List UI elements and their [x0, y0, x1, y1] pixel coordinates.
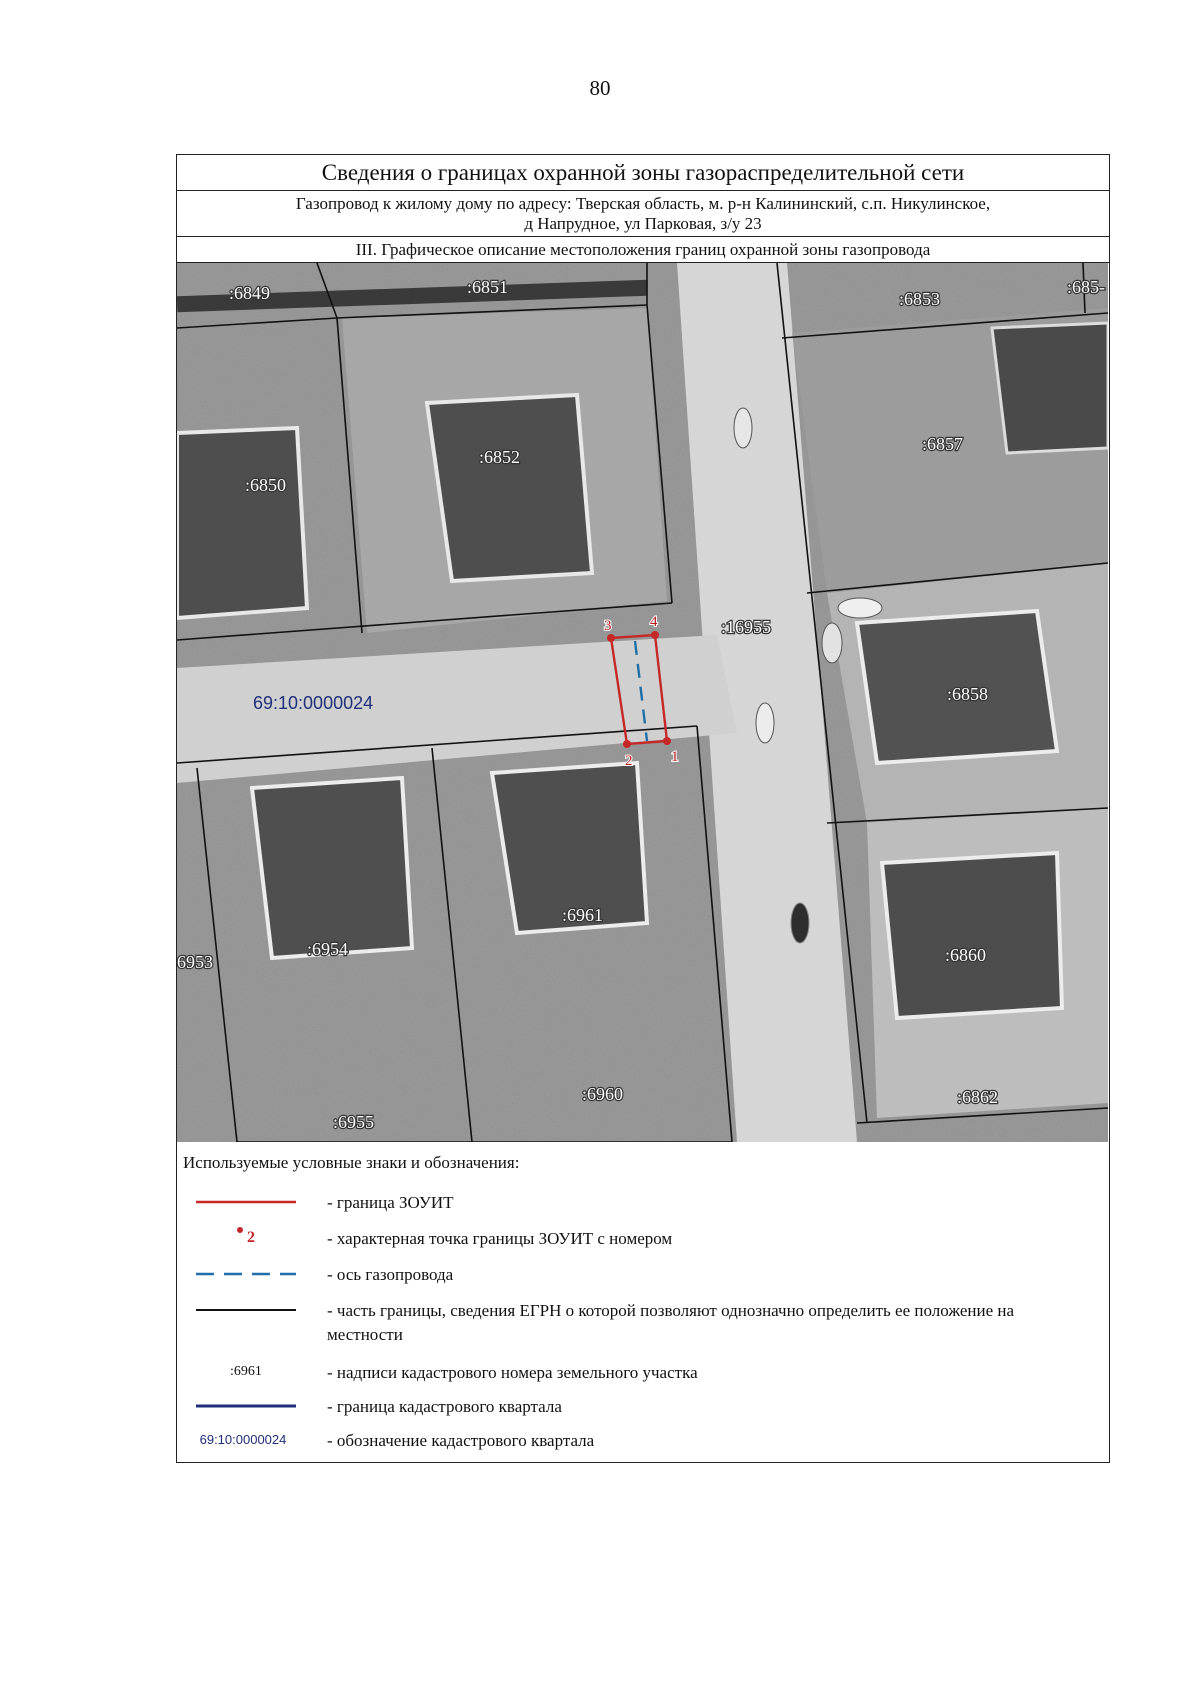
point-label-2: 2	[625, 753, 633, 769]
plot-label: :6853	[899, 289, 941, 309]
section-title: III. Графическое описание местоположения границ охранной зоны газопровода	[177, 237, 1109, 263]
plot-label: :6849	[229, 283, 271, 303]
point-label-3: 3	[604, 618, 612, 634]
boundary-point-1	[663, 737, 671, 745]
plot-label: :6961	[562, 905, 604, 925]
plot-label: :6851	[467, 277, 509, 297]
black-line-symbol	[191, 1299, 301, 1321]
plot-label: :6862	[957, 1087, 999, 1107]
plot-label: :685-	[1067, 277, 1105, 297]
legend-text: - надписи кадастрового номера земельного участка	[327, 1363, 698, 1382]
object-line-1: Газопровод к жилому дому по адресу: Тверская область, м. р-н Калининский, с.п. Никулинское,	[295, 194, 991, 213]
plot-label: :6852	[479, 447, 521, 467]
car	[822, 623, 842, 663]
quarter-label-sample: 69:10:0000024	[199, 1432, 287, 1447]
plot-label: :16955	[721, 617, 772, 637]
car	[838, 598, 882, 618]
plot-label: :6954	[307, 939, 349, 959]
legend-text: - граница кадастрового квартала	[327, 1397, 562, 1416]
plot-label-sample: :6961	[230, 1364, 262, 1379]
navy-line-symbol	[191, 1395, 301, 1417]
legend-text: - часть границы, сведения ЕГРН о которой позволяют однозначно определить ее положение на местности	[327, 1301, 1015, 1344]
car	[756, 703, 774, 743]
point-number-sample: 2	[247, 1229, 255, 1246]
house-6857	[992, 323, 1108, 453]
object-description	[177, 191, 1109, 237]
red-point-symbol	[191, 1227, 301, 1249]
satellite-map	[177, 263, 1108, 1142]
legend-text: - граница ЗОУИТ	[327, 1193, 454, 1212]
point-label-1: 1	[671, 749, 679, 765]
plot-label: :6860	[945, 945, 987, 965]
legend-text: - характерная точка границы ЗОУИТ с номером	[327, 1229, 673, 1248]
page-number: 80	[589, 76, 611, 100]
house-6850	[177, 428, 307, 618]
cadastral-sheet	[176, 154, 1110, 1463]
plot-label: :6955	[333, 1112, 375, 1132]
plot-label: :6960	[582, 1084, 624, 1104]
car	[791, 903, 809, 943]
boundary-point-2	[623, 740, 631, 748]
boundary-point-3	[607, 634, 615, 642]
quarter-label: 69:10:0000024	[253, 693, 374, 713]
house-6852	[427, 395, 592, 581]
plot-label: 6953	[177, 952, 213, 972]
sheet-title: Сведения о границах охранной зоны газораспределительной сети	[177, 155, 1109, 191]
map-area	[177, 263, 1108, 1142]
house-6954	[252, 778, 412, 958]
legend-text: - ось газопровода	[327, 1265, 454, 1284]
plot-label: :6850	[245, 475, 287, 495]
house-6860	[882, 853, 1062, 1018]
boundary-point-4	[651, 631, 659, 639]
plot-label: :6857	[922, 434, 964, 454]
legend-text: - обозначение кадастрового квартала	[327, 1431, 595, 1450]
point-label-4: 4	[650, 614, 658, 630]
blue-dashed-line-symbol	[191, 1263, 301, 1285]
plot-label: :6858	[947, 684, 989, 704]
legend	[177, 1143, 1109, 1461]
red-line-symbol	[191, 1191, 301, 1213]
object-line-2: д Напрудное, ул Парковая, з/у 23	[524, 214, 762, 233]
car	[734, 408, 752, 448]
legend-title: Используемые условные знаки и обозначения:	[183, 1153, 520, 1172]
